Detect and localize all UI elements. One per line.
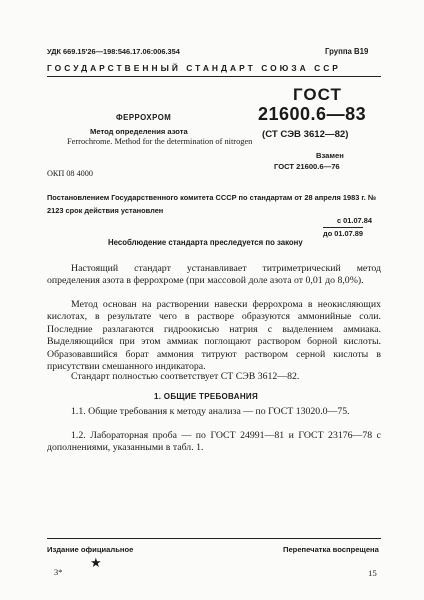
decree-text: Постановлением Государственного комитета СССР по стандартам от 28 апреля 1983 г. № 2123 срок действия установлен <box>47 193 377 215</box>
reprint-prohibited: Перепечатка воспрещена <box>283 545 379 554</box>
subtitle-russian: Метод определения азота <box>90 127 188 136</box>
official-edition: Издание официальное <box>47 545 134 554</box>
cmea-standard: (СТ СЭВ 3612—82) <box>262 129 349 140</box>
validity-end: до 01.07.89 <box>323 229 364 238</box>
intro-paragraph-2: Метод основан на растворении навески феррохрома в неокисляющих кислотах, в результате чего в растворе образуются аммонийные соли. Последние разлагаются гидроокисью натрия с выделением аммиака. Выделяющийся при этом аммиак поглощают раствором борной кислоты. Образовавшийся борат аммония титруют раствором серной кислоты в присутствии смешанного индикатора. <box>47 299 381 373</box>
okp-code: ОКП 08 4000 <box>47 169 93 178</box>
clause-1-2: 1.2. Лабораторная проба — по ГОСТ 24991—81 и ГОСТ 23176—78 с дополнениями, указанными в табл. 1. <box>47 430 381 454</box>
prosecution-notice: Несоблюдение стандарта преследуется по закону <box>108 238 303 247</box>
intro-paragraph-1: Настоящий стандарт устанавливает титриметрический метод определения азота в феррохроме (при массовой доле азота от 0,01 до 8,0%). <box>47 263 381 287</box>
replaces-value: ГОСТ 21600.6—76 <box>274 162 340 171</box>
group-code: Группа В19 <box>325 47 369 56</box>
gost-label: ГОСТ <box>293 85 342 104</box>
header-rule <box>47 76 381 77</box>
replaces-label: Взамен <box>316 151 344 160</box>
signature-mark: 3* <box>54 568 63 577</box>
intro-paragraph-3: Стандарт полностью соответствует СТ СЭВ 3612—82. <box>71 371 300 382</box>
state-standard-banner: ГОСУДАРСТВЕННЫЙ СТАНДАРТ СОЮЗА ССР <box>47 63 341 73</box>
gost-number: 21600.6—83 <box>258 104 367 124</box>
udk-code: УДК 669.15'26—198:546.17.06:006.354 <box>47 47 180 56</box>
clause-1-1: 1.1. Общие требования к методу анализа — по ГОСТ 13020.0—75. <box>71 406 350 417</box>
title-russian: ФЕРРОХРОМ <box>116 113 172 122</box>
page-number: 15 <box>368 568 377 578</box>
star-icon: ★ <box>90 555 102 570</box>
footer-rule <box>47 538 381 539</box>
title-english: Ferrochrome. Method for the determination of nitrogen <box>67 137 253 146</box>
validity-start: с 01.07.84 <box>337 216 372 225</box>
section-1-title: 1. ОБЩИЕ ТРЕБОВАНИЯ <box>154 392 258 401</box>
